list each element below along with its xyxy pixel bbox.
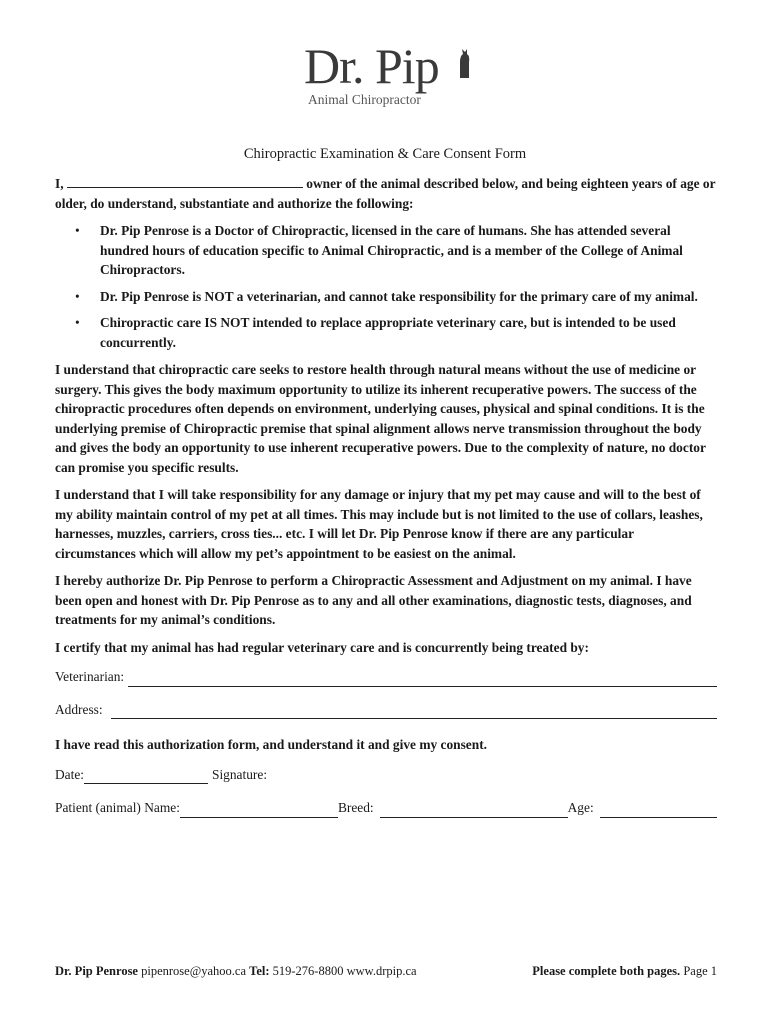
logo-subtitle: Animal Chiropractor: [308, 92, 421, 107]
bullet-item: • Dr. Pip Penrose is a Doctor of Chiropractic, licensed in the care of humans. She has attended several hundred hours of education specific to Animal Chiropractic, and is a member of the College of Animal Chiropractors.: [75, 223, 683, 277]
date-label: Date:: [55, 766, 84, 782]
logo-wordmark: Dr. Pip: [304, 38, 439, 94]
veterinarian-field[interactable]: [128, 672, 717, 687]
veterinarian-row: [55, 667, 717, 687]
owner-name-blank[interactable]: [67, 173, 303, 188]
page-number: Page 1: [683, 964, 717, 978]
date-field[interactable]: [84, 769, 208, 784]
breed-label: Breed:: [337, 800, 374, 815]
form-title: Chiropractic Examination & Care Consent Form: [243, 146, 527, 162]
address-row: [55, 700, 717, 720]
bullet-icon: •: [75, 315, 80, 330]
address-label: Address:: [55, 701, 103, 717]
patient-name-field[interactable]: [180, 803, 338, 818]
bullet-item: • Chiropractic care IS NOT intended to replace appropriate veterinary care, but is intended to be used concurrently.: [75, 315, 676, 350]
paragraph-authorization: I hereby authorize Dr. Pip Penrose to perform a Chiropractic Assessment and Adjustment on my animal. I have been open and honest with Dr. Pip Penrose as to any and all other examinations, diagnostic tests, diagnoses, and treatments for my animal’s conditions.: [55, 573, 692, 627]
footer-name: Dr. Pip Penrose: [55, 964, 138, 978]
date-signature-row: [55, 765, 717, 785]
footer-website[interactable]: www.drpip.ca: [346, 964, 417, 978]
footer-page-info: [532, 964, 717, 979]
paragraph-certify: I certify that my animal has had regular veterinary care and is concurrently being treated by:: [55, 639, 589, 655]
age-label: Age:: [567, 800, 594, 815]
form-body: [55, 173, 717, 831]
bullet-item: • Dr. Pip Penrose is NOT a veterinarian, and cannot take responsibility for the primary care of my animal.: [55, 287, 717, 307]
intro-prefix: I,: [55, 176, 64, 191]
footer-tel-label: Tel:: [249, 964, 270, 978]
address-field[interactable]: [111, 704, 717, 719]
bullet-icon: •: [75, 288, 80, 304]
age-field[interactable]: [600, 803, 717, 818]
signature-label: Signature:: [212, 766, 268, 782]
cat-icon: [454, 48, 474, 78]
patient-row: [55, 798, 717, 818]
bullet-list: [55, 221, 717, 352]
paragraph-responsibility: I understand that I will take responsibility for any damage or injury that my pet may cause and will to the best of my ability maintain control of my pet at all times. This may include but is not limited to the use of collars, leashes, harnesses, muzzles, carriers, cross ties... etc. I will let Dr. Pip Penrose know if there are any particular circumstances which will allow my pet’s appointment to be easiest on the animal.: [55, 487, 703, 561]
patient-name-label: Patient (animal) Name:: [55, 800, 180, 815]
intro-text: owner of the animal described below, and being eighteen years of age or older, do understand, substantiate and authorize the following:: [55, 176, 716, 211]
breed-field[interactable]: [380, 803, 568, 818]
footer-note: Please complete both pages.: [532, 964, 681, 978]
footer-contact: [55, 964, 417, 979]
consent-statement: I have read this authorization form, and understand it and give my consent.: [55, 737, 488, 752]
veterinarian-label: Veterinarian:: [55, 669, 125, 684]
paragraph-recuperative: I understand that chiropractic care seeks to restore health through natural means without the use of medicine or surgery. This gives the body maximum opportunity to utilize its inherent recuperative powers. The success of the chiropractic procedures often depends on environment, underlying causes, physical and spinal conditions. It is the underlying premise of Chiropractic premise that spinal alignment allows nerve transmission throughout the body and gives the body an opportunity to use inherent recuperative powers. Due to the complexity of nature, no doctor can promise you specific results.: [55, 362, 706, 475]
logo: [304, 40, 474, 112]
intro-paragraph: [55, 173, 717, 213]
footer-email[interactable]: pipenrose@yahoo.ca: [141, 964, 246, 978]
bullet-icon: •: [75, 223, 80, 238]
footer-phone: 519-276-8800: [272, 964, 344, 978]
